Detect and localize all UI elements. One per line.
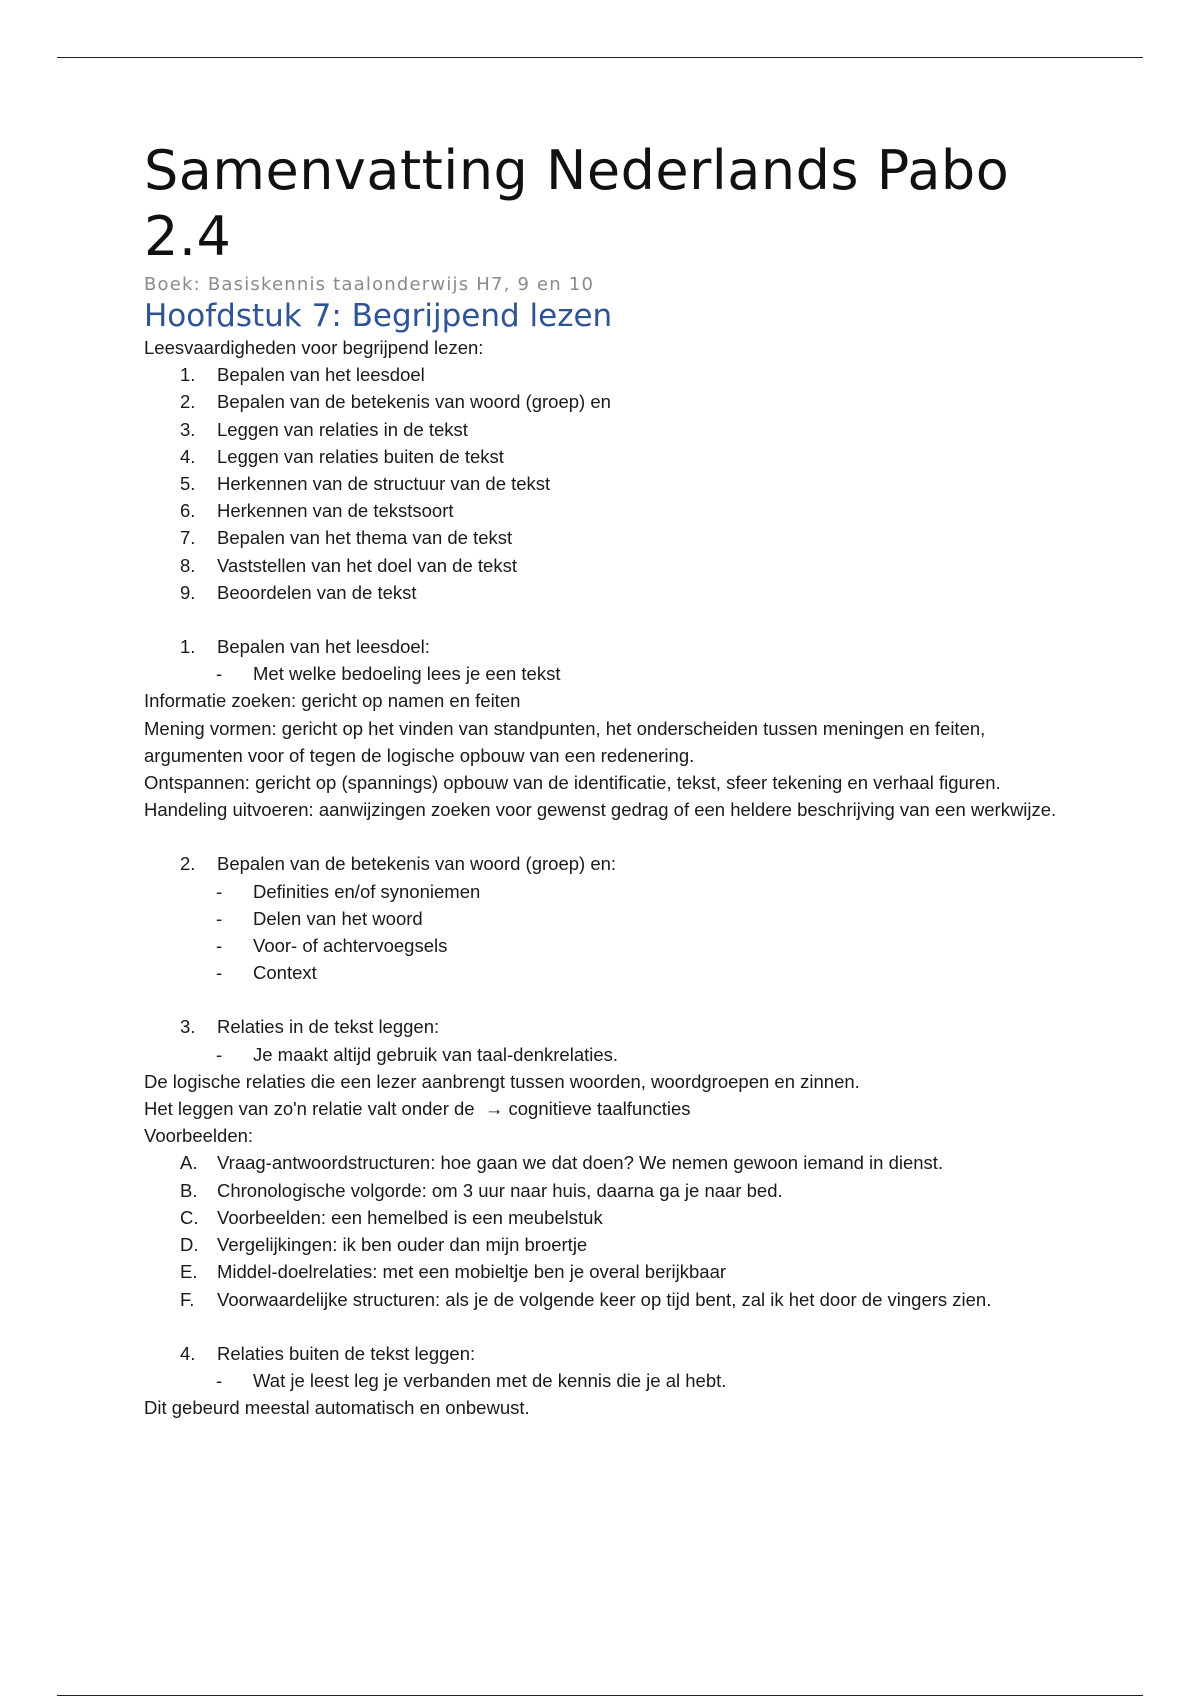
paragraph: Informatie zoeken: gericht op namen en feiten [144, 690, 521, 712]
dash-bullet: - [216, 663, 223, 685]
bullet-text: Delen van het woord [253, 907, 423, 929]
paragraph: Mening vormen: gericht op het vinden van standpunten, het onderscheiden tussen meningen en feiten, argumenten voor of tegen de logische opbouw van een redenering. [144, 717, 986, 766]
list-item-text: Leggen van relaties buiten de tekst [217, 445, 504, 467]
list-item-text: Bepalen van de betekenis van woord (groep) en [217, 391, 611, 413]
list-item-text: Herkennen van de structuur van de tekst [217, 473, 551, 495]
list-item [144, 361, 1064, 388]
list-item-text: Chronologische volgorde: om 3 uur naar huis, daarna ga je naar bed. [217, 1179, 783, 1201]
bullet-item [144, 959, 1064, 986]
list-number: 5. [180, 473, 196, 495]
examples-label: Voorbeelden: [144, 1125, 254, 1147]
list-item-text: Vraag-antwoordstructuren: hoe gaan we dat doen? We nemen gewoon iemand in dienst. [217, 1152, 944, 1174]
list-number: 4. [180, 1342, 196, 1364]
list-letter: D. [180, 1234, 199, 1256]
examples-list [144, 1149, 1064, 1312]
paragraph-text: cognitieve taalfuncties [508, 1098, 691, 1120]
list-item [144, 1258, 1064, 1285]
section-1-heading [144, 633, 1064, 660]
list-item [144, 388, 1064, 415]
spacer [144, 986, 1064, 1013]
page-title: Samenvatting Nederlands Pabo 2.4 [144, 139, 1010, 268]
list-item-text: Voorbeelden: een hemelbed is een meubelstuk [217, 1206, 603, 1228]
top-rule [57, 57, 1143, 58]
chapter-heading: Hoofdstuk 7: Begrijpend lezen [144, 298, 613, 334]
list-item [144, 416, 1064, 443]
paragraph: Ontspannen: gericht op (spannings) opbouw van de identificatie, tekst, sfeer tekening en verhaal figuren. [144, 772, 1001, 794]
list-number: 3. [180, 418, 196, 440]
document-body [144, 334, 1064, 1421]
list-letter: F. [180, 1288, 195, 1310]
dash-bullet: - [216, 1043, 223, 1065]
list-letter: E. [180, 1261, 198, 1283]
section-heading-text: Bepalen van het leesdoel: [217, 636, 430, 658]
list-number: 6. [180, 500, 196, 522]
list-letter: A. [180, 1152, 198, 1174]
paragraph: De logische relaties die een lezer aanbrengt tussen woorden, woordgroepen en zinnen. [144, 1070, 860, 1092]
dash-bullet: - [216, 1369, 223, 1391]
list-item-text: Beoordelen van de tekst [217, 581, 417, 603]
bullet-text: Definities en/of synoniemen [253, 880, 481, 902]
dash-bullet: - [216, 935, 223, 957]
list-number: 8. [180, 554, 196, 576]
list-number: 2. [180, 853, 196, 875]
list-item [144, 470, 1064, 497]
list-item [144, 552, 1064, 579]
list-letter: B. [180, 1179, 198, 1201]
spacer [144, 606, 1064, 633]
spacer [144, 1313, 1064, 1340]
bullet-item [144, 878, 1064, 905]
list-item [144, 1231, 1064, 1258]
paragraph: Handeling uitvoeren: aanwijzingen zoeken voor gewenst gedrag of een heldere beschrijving van een werkwijze. [144, 799, 1057, 821]
dash-bullet: - [216, 880, 223, 902]
list-item-text: Bepalen van het thema van de tekst [217, 527, 513, 549]
list-item-text: Vergelijkingen: ik ben ouder dan mijn broertje [217, 1234, 588, 1256]
section-heading-text: Relaties buiten de tekst leggen: [217, 1342, 476, 1364]
list-letter: C. [180, 1206, 199, 1228]
arrow-icon: → [484, 1098, 504, 1120]
list-item-text: Bepalen van het leesdoel [217, 364, 425, 386]
list-item [144, 1204, 1064, 1231]
list-item-text: Leggen van relaties in de tekst [217, 418, 468, 440]
paragraph [144, 1095, 1064, 1122]
list-number: 2. [180, 391, 196, 413]
list-item [144, 1149, 1064, 1176]
paragraph-text: Het leggen van zo'n relatie valt onder de [144, 1098, 475, 1120]
intro-text: Leesvaardigheden voor begrijpend lezen: [144, 337, 484, 358]
section-3-heading [144, 1013, 1064, 1040]
bullet-text: Wat je leest leg je verbanden met de kennis die je al hebt. [253, 1369, 727, 1391]
dash-bullet: - [216, 907, 223, 929]
bullet-text: Context [253, 962, 317, 984]
list-item-text: Vaststellen van het doel van de tekst [217, 554, 517, 576]
bullet-item [144, 660, 1064, 687]
bullet-text: Met welke bedoeling lees je een tekst [253, 663, 561, 685]
list-item-text: Voorwaardelijke structuren: als je de volgende keer op tijd bent, zal ik het door de vingers zien. [217, 1288, 992, 1310]
document-page [144, 138, 1064, 1421]
list-number: 1. [180, 636, 196, 658]
list-number: 1. [180, 364, 196, 386]
list-item [144, 1177, 1064, 1204]
list-number: 9. [180, 581, 196, 603]
skills-list [144, 361, 1064, 606]
section-2-heading [144, 850, 1064, 877]
list-number: 3. [180, 1016, 196, 1038]
list-item [144, 524, 1064, 551]
list-item-text: Herkennen van de tekstsoort [217, 500, 454, 522]
list-number: 4. [180, 445, 196, 467]
bottom-rule [57, 1695, 1143, 1696]
spacer [144, 823, 1064, 850]
bullet-item [144, 932, 1064, 959]
section-4-heading [144, 1340, 1064, 1367]
bullet-text: Voor- of achtervoegsels [253, 935, 448, 957]
bullet-item [144, 1041, 1064, 1068]
section-heading-text: Relaties in de tekst leggen: [217, 1016, 440, 1038]
dash-bullet: - [216, 962, 223, 984]
list-item [144, 1286, 1064, 1313]
list-item [144, 443, 1064, 470]
bullet-text: Je maakt altijd gebruik van taal-denkrelaties. [253, 1043, 619, 1065]
section-heading-text: Bepalen van de betekenis van woord (groep) en: [217, 853, 617, 875]
subtitle: Boek: Basiskennis taalonderwijs H7, 9 en 10 [144, 274, 595, 295]
list-number: 7. [180, 527, 196, 549]
list-item [144, 579, 1064, 606]
list-item [144, 497, 1064, 524]
bullet-item [144, 1367, 1064, 1394]
list-item-text: Middel-doelrelaties: met een mobieltje ben je overal berijkbaar [217, 1261, 727, 1283]
bullet-item [144, 905, 1064, 932]
paragraph: Dit gebeurd meestal automatisch en onbewust. [144, 1397, 530, 1419]
